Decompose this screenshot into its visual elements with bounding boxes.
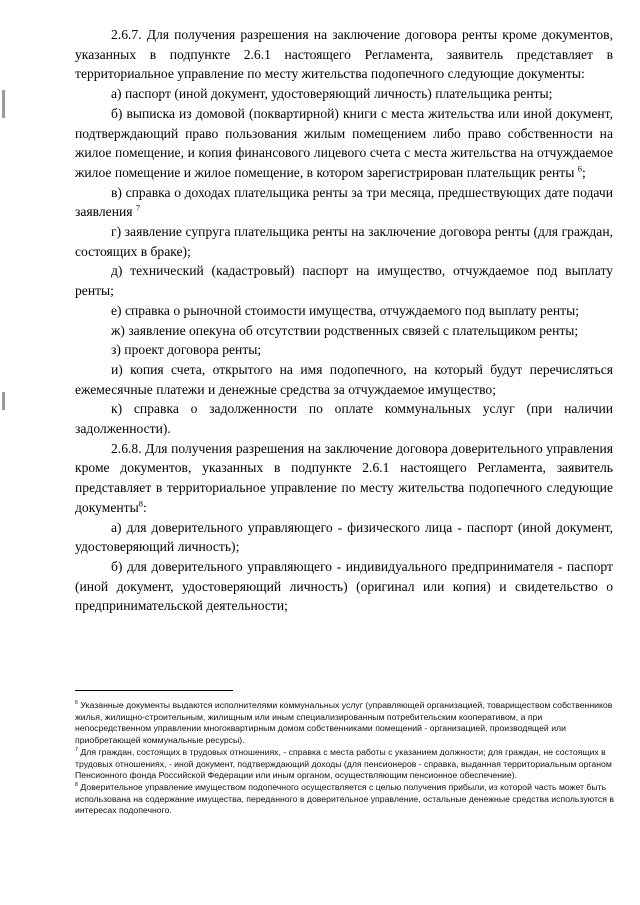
list-item-z: з) проект договора ренты;: [111, 342, 262, 358]
main-text: [75, 25, 613, 616]
scan-edge-mark: [2, 392, 5, 410]
list-item-d: д) технический (кадастровый) паспорт на имущество, отчуждаемое под выплату ренты;: [75, 263, 613, 299]
list-item-b: б) выписка из домовой (поквартирной) книги с места жительства или иной документ, подтверждающий право пользования жилым помещением либо право собственности на жилое помещение, и копия финансового лицевого счета с места жительства на отчуждаемое жилое помещение и жилое помещение, в котором зарегистрирован плательщик ренты $^6$;: [75, 105, 613, 180]
list-item-zh: ж) заявление опекуна об отсутствии родственных связей с плательщиком ренты;: [111, 322, 579, 338]
list-item-a-2: а) для доверительного управляющего - физического лица - паспорт (иной документ, удостоверяющий личность);: [75, 519, 613, 555]
list-item-i: и) копия счета, открытого на имя подопечного, на который будут перечисляться ежемесячные платежи и денежные средства за отчуждаемое имущество;: [75, 361, 613, 397]
footnote-7: $^7$ Для граждан, состоящих в трудовых отношениях, - справка с места работы с указанием должности; для граждан, не состоящих в трудовых отношениях, - иной документ, подтверждающий доходы (для пенсионеров - справка, выданная территориальным органом Пенсионного фонда Российской Федерации или иным органом, осуществляющим пенсионное обеспечение).: [75, 746, 612, 781]
scan-edge-mark: [2, 90, 5, 118]
footnote-ref-6: 6: [577, 163, 582, 174]
list-item-e: е) справка о рыночной стоимости имущества, отчуждаемого под выплату ренты;: [111, 302, 580, 318]
paragraph-2-6-7: 2.6.7. Для получения разрешения на заключение договора ренты кроме документов, указанных в подпункте 2.6.1 настоящего Регламента, заявитель представляет в территориальное управление по месту жительства подопечного следующие документы:: [75, 27, 613, 82]
footnote-ref-8: 8: [138, 498, 143, 509]
paragraph-2-6-8: 2.6.8. Для получения разрешения на заключение договора доверительного управления кроме документов, указанных в подпункте 2.6.1 настоящего Регламента, заявитель представляет в территориальное управление по месту жительства подопечного следующие документы$^8$:: [75, 440, 613, 515]
list-item-a: а) паспорт (иной документ, удостоверяющий личность) плательщика ренты;: [111, 86, 553, 102]
list-item-g: г) заявление супруга плательщика ренты на заключение договора ренты (для граждан, состоящих в браке);: [75, 224, 613, 259]
footnote-mark: 8: [75, 782, 78, 789]
footnote-6: $^6$ Указанные документы выдаются исполнителями коммунальных услуг (управляющей организацией, товариществом собственников жилья, жилищно-строительным, жилищным или иным специализированным потребительским кооперативом, а при непосредственном управлении многоквартирным домом собственниками помещений - организацией, производящей или приобретающей коммунальные ресурсы).: [75, 700, 613, 746]
footnote-separator: [75, 690, 233, 691]
footnote-ref-7: 7: [135, 202, 141, 213]
footnote-mark: 6: [75, 700, 78, 707]
list-item-b-2: б) для доверительного управляющего - индивидуального предпринимателя - паспорт (иной документ, удостоверяющий личность) (оригинал или копия) и свидетельство о предпринимательской деятельности;: [75, 558, 613, 614]
footnote-mark: 7: [75, 746, 78, 753]
list-item-v: в) справка о доходах плательщика ренты за три месяца, предшествующих дате подачи заявления $^7$: [75, 184, 613, 220]
list-item-k: к) справка о задолженности по оплате коммунальных услуг (при наличии задолженности).: [75, 401, 613, 437]
footnotes: [75, 700, 620, 817]
footnote-8: $^8$ Доверительное управление имуществом подопечного осуществляется с целью получения прибыли, из которой часть может быть использована на содержание имущества, переданного в доверительное управление, остальные денежные средства используются в интересах подопечного.: [75, 781, 614, 816]
